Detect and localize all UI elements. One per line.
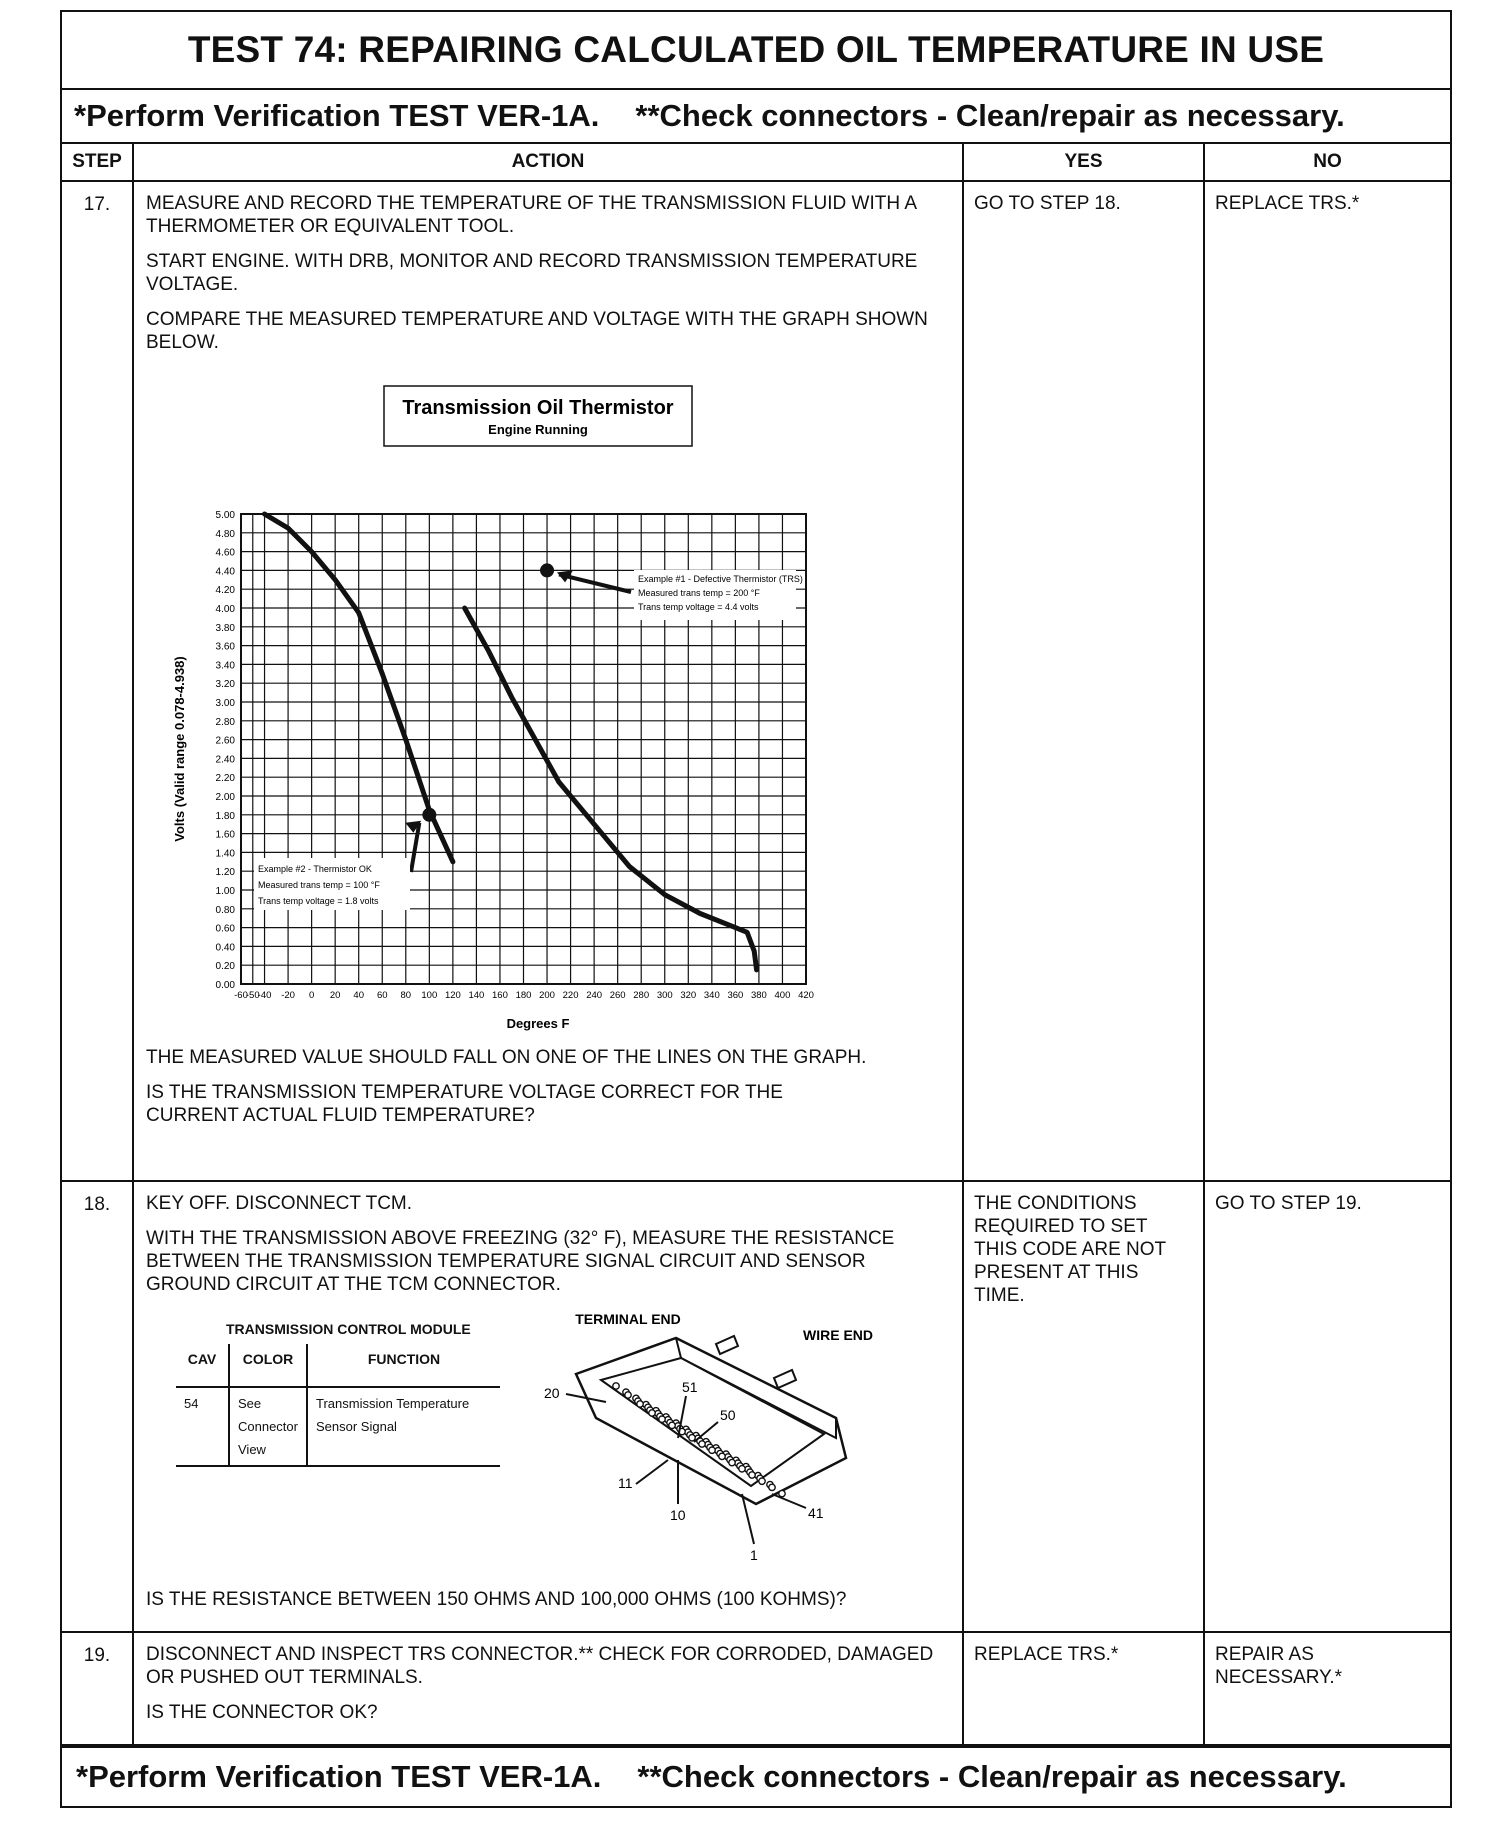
y-tick-label: 3.60 — [215, 641, 235, 653]
header-yes: YES — [963, 144, 1204, 181]
no-result: REPLACE TRS.* — [1204, 181, 1450, 1181]
action-line: MEASURE AND RECORD THE TEMPERATURE OF THE TRANSMISSION FLUID WITH A THERMOMETER OR EQUIVALENT TOOL. — [146, 193, 916, 237]
x-tick-label: 400 — [774, 990, 791, 1001]
connector-pin — [729, 1459, 735, 1465]
y-tick-label: 3.20 — [215, 679, 235, 691]
terminal-end-label: TERMINAL END — [575, 1311, 681, 1327]
x-tick-label: 80 — [400, 990, 412, 1001]
connector-pin — [759, 1478, 765, 1484]
y-tick-label: 0.00 — [215, 980, 235, 991]
x-tick-label: 360 — [727, 990, 744, 1001]
connector-pin — [649, 1410, 655, 1416]
header-step: STEP — [62, 144, 133, 181]
pin-label: 20 — [544, 1385, 560, 1401]
x-tick-label: 0 — [308, 990, 315, 1001]
header-no: NO — [1204, 144, 1450, 181]
x-tick-label: -40 — [257, 990, 272, 1001]
step-number: 17. — [62, 181, 133, 1181]
x-axis-label: Degrees F — [506, 1016, 570, 1031]
verification-note: *Perform Verification TEST VER-1A. — [76, 1759, 602, 1794]
x-tick-label: 260 — [609, 990, 626, 1001]
x-tick-label: 160 — [492, 990, 508, 1001]
pin-leader — [636, 1460, 668, 1484]
y-axis-label: Volts (Valid range 0.078-4.938) — [172, 656, 187, 842]
example2-point — [422, 808, 436, 822]
y-tick-label: 2.20 — [215, 773, 235, 785]
example1-text: Example #1 - Defective Thermistor (TRS) — [638, 574, 803, 584]
action-line: KEY OFF. DISCONNECT TCM. — [146, 1193, 413, 1214]
action-line: START ENGINE. WITH DRB, MONITOR AND RECORD TRANSMISSION TEMPERATURE VOLTAGE. — [146, 251, 918, 295]
table-row — [62, 181, 1450, 1181]
connector-diagram — [506, 1308, 926, 1578]
page-title: TEST 74: REPAIRING CALCULATED OIL TEMPERATURE IN USE — [62, 12, 1450, 90]
step-action — [133, 1632, 963, 1745]
document-page — [60, 10, 1450, 1820]
y-tick-label: 4.00 — [215, 604, 235, 615]
x-tick-label: 60 — [376, 990, 388, 1001]
connector-pin — [749, 1472, 755, 1478]
verification-note: *Perform Verification TEST VER-1A. — [74, 98, 600, 133]
y-tick-label: 1.60 — [215, 829, 235, 841]
x-tick-label: 300 — [656, 990, 673, 1001]
x-tick-label: -60 — [234, 990, 248, 1001]
x-tick-label: 180 — [515, 990, 532, 1001]
x-tick-label: 420 — [798, 990, 814, 1001]
top-banner — [62, 90, 1450, 144]
y-tick-label: 2.40 — [215, 754, 235, 766]
connectors-note: **Check connectors - Clean/repair as necessary. — [635, 98, 1345, 133]
action-line: DISCONNECT AND INSPECT TRS CONNECTOR.** CHECK FOR CORRODED, DAMAGED OR PUSHED OUT TERMINALS. — [146, 1644, 934, 1688]
y-tick-label: 3.40 — [215, 660, 235, 672]
pin-label: 1 — [750, 1547, 758, 1563]
thermistor-chart — [156, 374, 896, 1034]
x-tick-label: 280 — [633, 990, 650, 1001]
connector-pin — [769, 1484, 775, 1490]
example2-text: Example #2 - Thermistor OK — [258, 864, 372, 874]
y-tick-label: 0.80 — [215, 904, 235, 916]
connector-pin — [779, 1490, 785, 1496]
x-tick-label: -50 — [245, 990, 260, 1001]
pin-label: 50 — [720, 1407, 736, 1423]
header-action: ACTION — [133, 144, 963, 181]
yes-result: THE CONDITIONS REQUIRED TO SET THIS CODE ARE NOT PRESENT AT THIS TIME. — [963, 1181, 1204, 1632]
tcm-function-value: Transmission Temperature Sensor Signal — [307, 1387, 500, 1466]
x-tick-label: 240 — [586, 990, 603, 1001]
x-tick-label: 200 — [539, 990, 555, 1001]
table-header-row — [62, 144, 1450, 181]
pin-label: 51 — [682, 1379, 698, 1395]
y-tick-label: 5.00 — [215, 510, 235, 521]
action-line: THE MEASURED VALUE SHOULD FALL ON ONE OF THE LINES ON THE GRAPH. — [146, 1047, 867, 1068]
y-tick-label: 0.20 — [215, 961, 235, 973]
connector-pin — [699, 1441, 705, 1447]
action-line: COMPARE THE MEASURED TEMPERATURE AND VOLTAGE WITH THE GRAPH SHOWN BELOW. — [146, 309, 928, 353]
x-tick-label: 40 — [353, 990, 364, 1001]
x-tick-label: -20 — [281, 990, 295, 1001]
example1-point — [540, 563, 554, 577]
chart-svg — [156, 374, 896, 1034]
x-tick-label: 320 — [680, 990, 697, 1001]
connector-pin — [669, 1422, 675, 1428]
test-frame — [60, 10, 1452, 1748]
pin-label: 41 — [808, 1505, 824, 1521]
tcm-figure — [146, 1308, 926, 1578]
table-row — [62, 1181, 1450, 1632]
y-tick-label: 4.40 — [215, 566, 235, 578]
connector-pin — [689, 1435, 695, 1441]
action-line: IS THE CONNECTOR OK? — [146, 1702, 378, 1723]
action-line: IS THE TRANSMISSION TEMPERATURE VOLTAGE CORRECT FOR THE CURRENT ACTUAL FLUID TEMPERATURE? — [146, 1082, 783, 1126]
x-tick-label: 340 — [703, 990, 720, 1001]
y-tick-label: 4.80 — [215, 528, 235, 540]
y-tick-label: 0.60 — [215, 923, 235, 935]
y-tick-label: 2.00 — [215, 792, 235, 803]
y-tick-label: 3.00 — [215, 698, 235, 709]
bottom-banner — [60, 1748, 1452, 1808]
no-result: GO TO STEP 19. — [1204, 1181, 1450, 1632]
table-row — [62, 1632, 1450, 1745]
x-tick-label: 140 — [468, 990, 485, 1001]
y-tick-label: 1.00 — [215, 886, 235, 897]
x-tick-label: 100 — [421, 990, 438, 1001]
tcm-color-value: See Connector View — [229, 1387, 307, 1466]
step-number: 18. — [62, 1181, 133, 1632]
action-line: IS THE RESISTANCE BETWEEN 150 OHMS AND 100,000 OHMS (100 KOHMS)? — [146, 1589, 847, 1610]
wire-end-label: WIRE END — [803, 1327, 873, 1343]
action-line: WITH THE TRANSMISSION ABOVE FREEZING (32° F), MEASURE THE RESISTANCE BETWEEN THE TRANSMISSION TEMPERATURE SIGNAL CIRCUIT AND SENSOR GROUND CIRCUIT AT THE TCM CONNECTOR. — [146, 1228, 895, 1295]
tcm-col-cav: CAV — [176, 1344, 229, 1387]
tcm-title: TRANSMISSION CONTROL MODULE — [226, 1321, 471, 1337]
example2-text: Measured trans temp = 100 °F — [258, 880, 380, 890]
example2-text: Trans temp voltage = 1.8 volts — [258, 896, 379, 906]
connector-pin — [613, 1383, 619, 1389]
connector-pin — [739, 1466, 745, 1472]
connector-pin — [719, 1453, 725, 1459]
connectors-note: **Check connectors - Clean/repair as necessary. — [637, 1759, 1347, 1794]
y-tick-label: 3.80 — [215, 622, 235, 634]
chart-title: Transmission Oil Thermistor — [402, 397, 674, 419]
no-result: REPAIR AS NECESSARY.* — [1204, 1632, 1450, 1745]
connector-pin — [709, 1447, 715, 1453]
example1-text: Measured trans temp = 200 °F — [638, 588, 760, 598]
tcm-col-function: FUNCTION — [307, 1344, 500, 1387]
pin-leader — [772, 1494, 806, 1508]
y-tick-label: 0.40 — [215, 942, 235, 954]
tcm-pin-table — [176, 1344, 500, 1467]
tcm-cav-value: 54 — [176, 1387, 229, 1466]
y-tick-label: 1.80 — [215, 810, 235, 822]
y-tick-label: 2.60 — [215, 735, 235, 747]
tcm-col-color: COLOR — [229, 1344, 307, 1387]
x-tick-label: 20 — [329, 990, 341, 1001]
y-tick-label: 2.80 — [215, 716, 235, 728]
y-tick-label: 1.40 — [215, 848, 235, 860]
steps-table — [62, 144, 1450, 1746]
example1-text: Trans temp voltage = 4.4 volts — [638, 602, 759, 612]
yes-result: REPLACE TRS.* — [963, 1632, 1204, 1745]
pin-label: 10 — [670, 1507, 686, 1523]
series-line — [465, 608, 757, 970]
connector-pin — [637, 1401, 643, 1407]
yes-result: GO TO STEP 18. — [963, 181, 1204, 1181]
y-tick-label: 4.60 — [215, 547, 235, 559]
x-tick-label: 120 — [444, 990, 461, 1001]
connector-pin — [625, 1392, 631, 1398]
step-action — [133, 1181, 963, 1632]
y-tick-label: 1.20 — [215, 867, 235, 879]
pin-label: 11 — [618, 1475, 633, 1491]
step-number: 19. — [62, 1632, 133, 1745]
x-tick-label: 380 — [750, 990, 767, 1001]
chart-subtitle: Engine Running — [488, 422, 588, 437]
y-tick-label: 4.20 — [215, 585, 235, 597]
x-tick-label: 220 — [562, 990, 579, 1001]
connector-pin — [659, 1416, 665, 1422]
step-action — [133, 181, 963, 1181]
